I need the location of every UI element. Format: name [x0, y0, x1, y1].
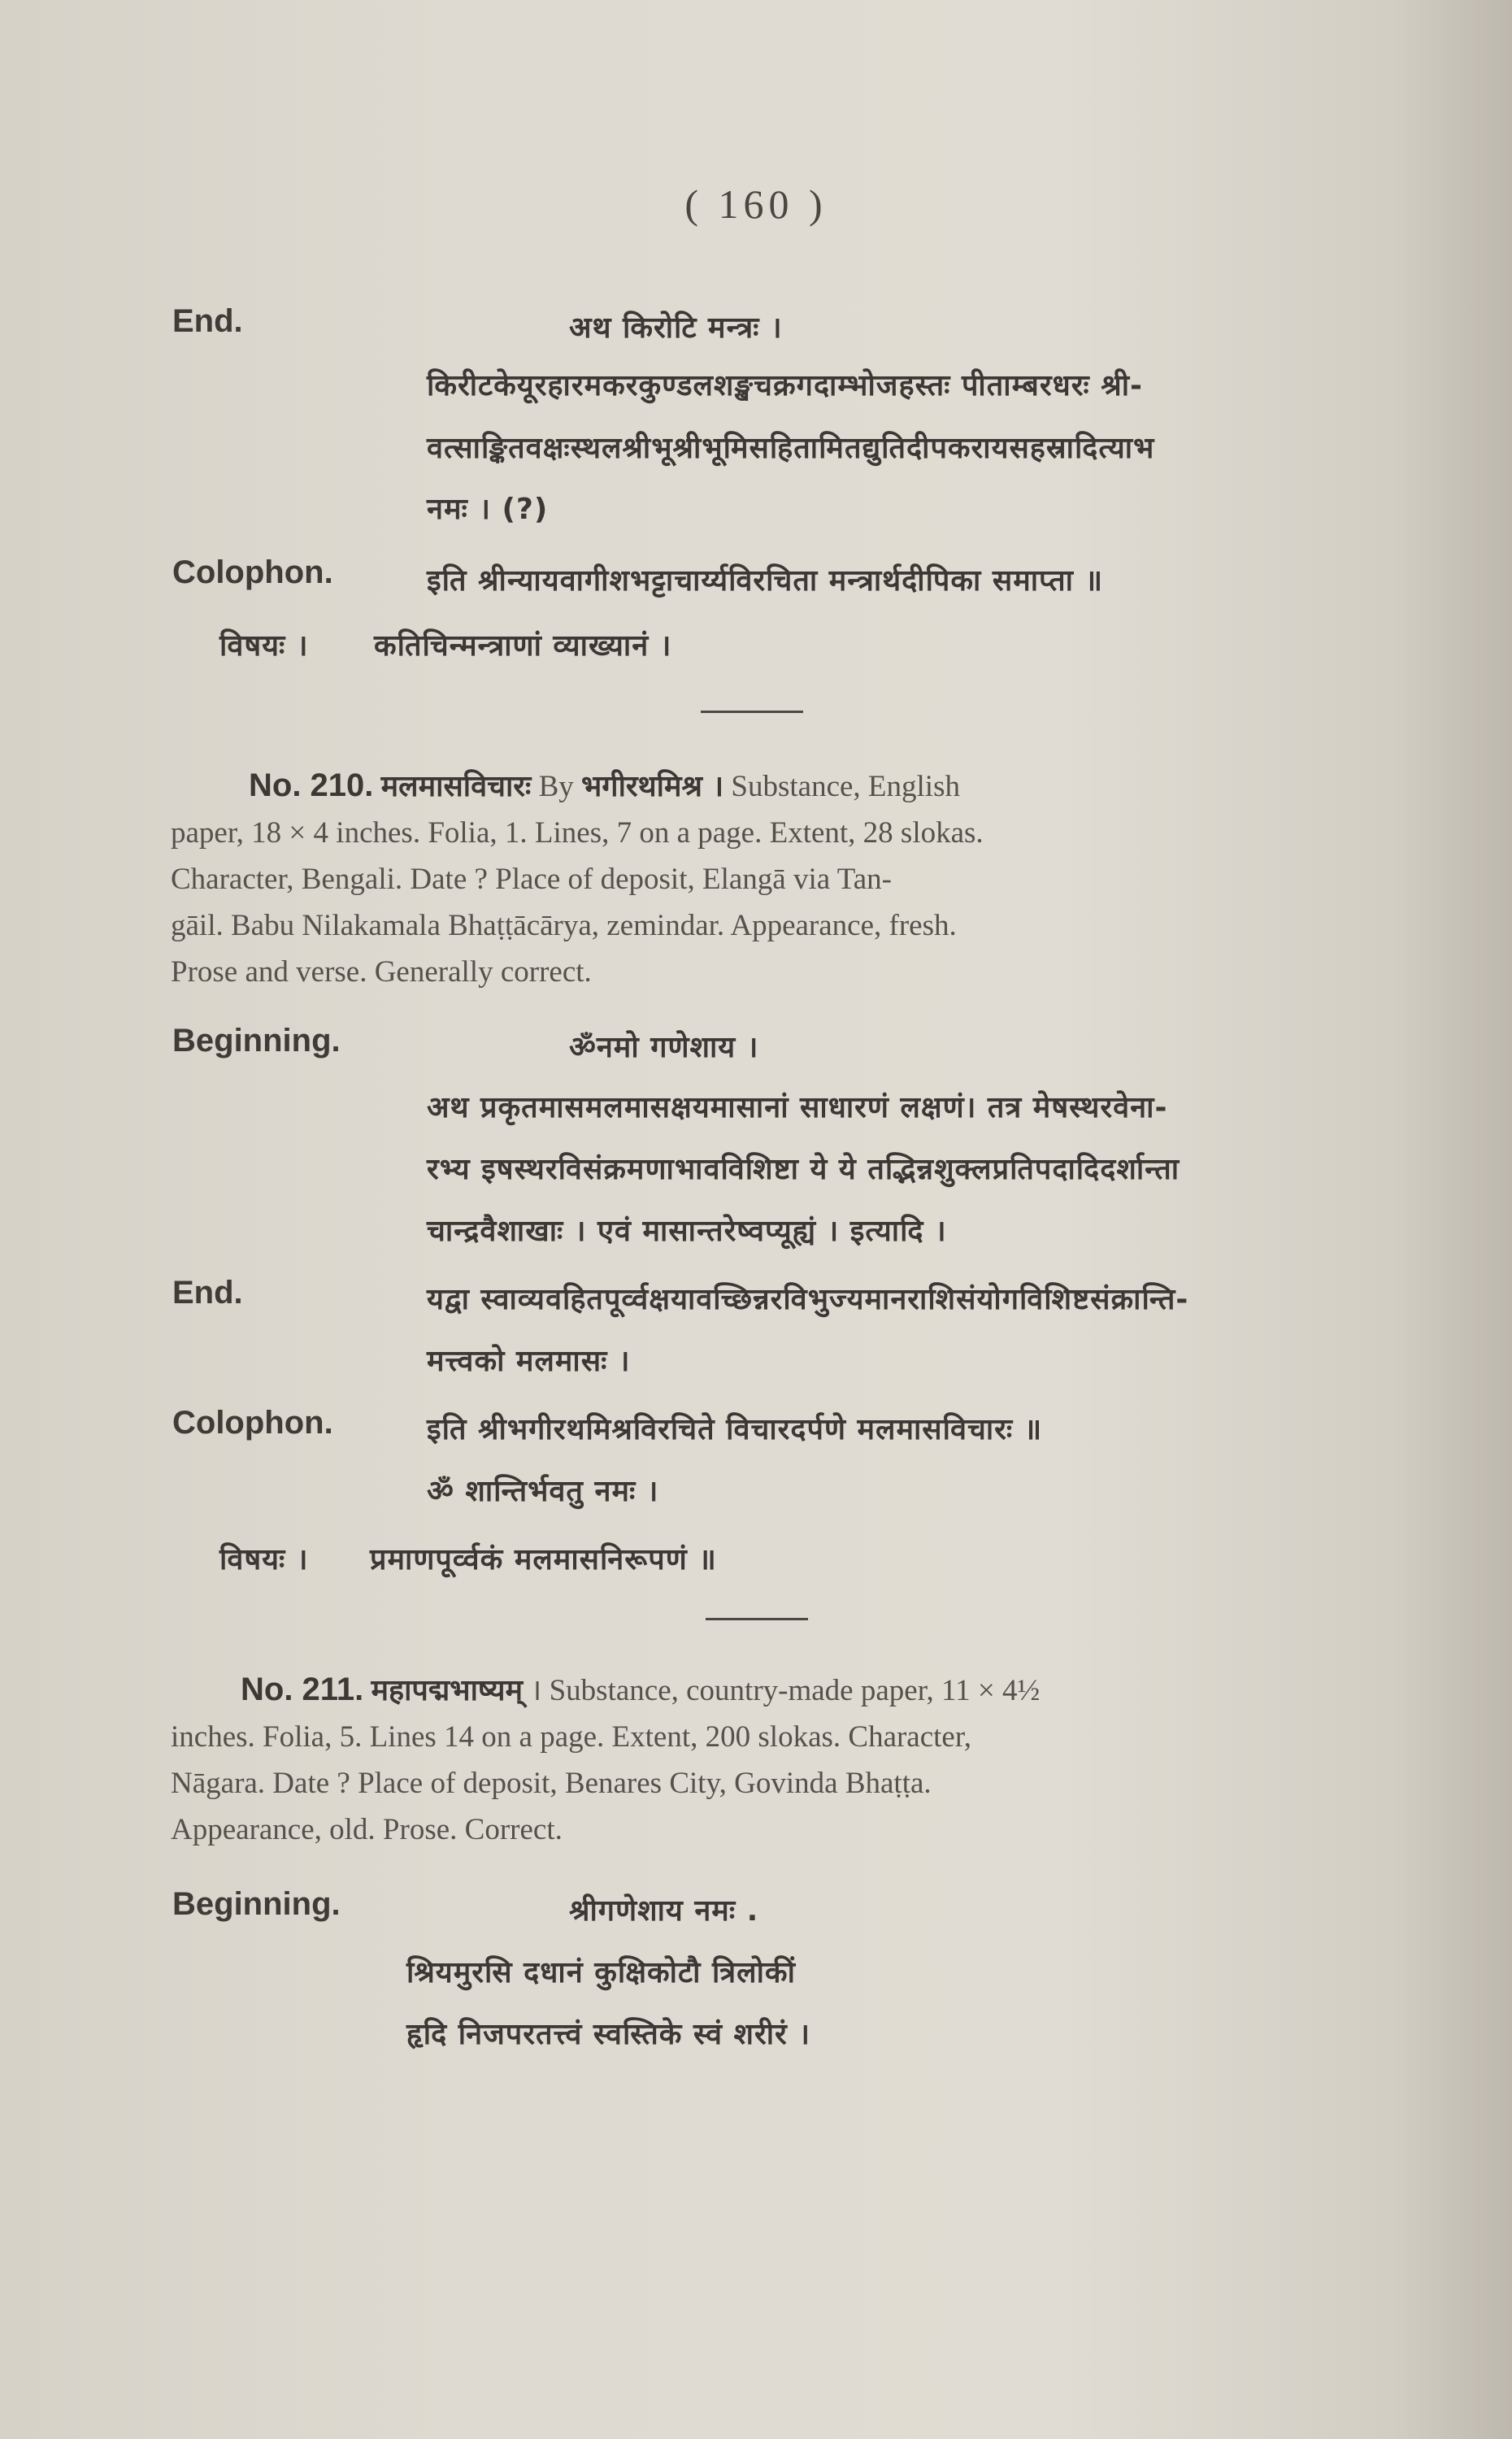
colophon-line: ॐ शान्तिर्भवतु नमः । — [427, 1475, 659, 1508]
description-line: Nāgara. Date ? Place of deposit, Benares City, Govinda Bhaṭṭa. — [171, 1767, 932, 1800]
end-line: मत्त्वको मलमासः । — [427, 1345, 631, 1378]
subject-text: प्रमाणपूर्व्वकं मलमासनिरूपणं ॥ — [370, 1543, 717, 1576]
end-label: End. — [172, 1275, 243, 1311]
end-line: नमः । (?) — [427, 493, 549, 526]
colophon-line: इति श्रीभगीरथमिश्रविरचिते विचारदर्पणे मलमासविचारः ॥ — [427, 1413, 1043, 1446]
section-divider — [706, 1618, 808, 1620]
subject-label: विषयः । — [219, 629, 309, 663]
end-line: यद्वा स्वाव्यवहितपूर्व्वक्षयावच्छिन्नरविभुज्यमानराशिसंयोगविशिष्टसंक्रान्ति- — [427, 1283, 1189, 1316]
entry-number: No. 211. — [241, 1672, 364, 1707]
end-line: किरीटकेयूरहारमकरकुण्डलशङ्खचक्रगदाम्भोजहस्तः पीताम्बरधरः श्री- — [427, 369, 1143, 402]
beginning-line: श्रियमुरसि दधानं कुक्षिकोटौ त्रिलोकीं — [406, 1956, 796, 1989]
by-word: By — [538, 770, 574, 803]
subject-label: विषयः । — [219, 1543, 309, 1576]
beginning-heading: श्रीगणेशाय नमः . — [569, 1894, 759, 1928]
colophon-text: इति श्रीन्यायवागीशभट्टाचार्य्यविरचिता मन्त्रार्थदीपिका समाप्ता ॥ — [427, 564, 1104, 598]
colophon-label: Colophon. — [172, 554, 333, 590]
beginning-line: अथ प्रकृतमासमलमासक्षयमासानां साधारणं लक्षणं। तत्र मेषस्थरवेना- — [427, 1091, 1168, 1124]
page-number: ( 160 ) — [684, 181, 828, 227]
beginning-line: हृदि निजपरतत्त्वं स्वस्तिके स्वं शरीरं । — [406, 2018, 810, 2051]
description-line: gāil. Babu Nilakamala Bhaṭṭācārya, zemindar. Appearance, fresh. — [171, 909, 957, 942]
description-line: Prose and verse. Generally correct. — [171, 955, 592, 989]
entry-number: No. 210. — [249, 767, 374, 803]
beginning-heading: ॐनमो गणेशाय । — [569, 1031, 759, 1064]
end-heading: अथ किरोटि मन्त्रः । — [569, 311, 783, 345]
entry-title: मलमासविचारः — [380, 770, 532, 803]
entry-211-description — [171, 1667, 1341, 1853]
entry-210-description — [171, 763, 1341, 995]
beginning-label: Beginning. — [172, 1886, 341, 1922]
beginning-label: Beginning. — [172, 1023, 341, 1059]
section-divider — [701, 711, 803, 713]
description-line: inches. Folia, 5. Lines 14 on a page. Extent, 200 slokas. Character, — [171, 1720, 971, 1754]
description-line: paper, 18 × 4 inches. Folia, 1. Lines, 7 on a page. Extent, 28 slokas. — [171, 816, 984, 850]
end-label: End. — [172, 303, 243, 339]
beginning-line: रभ्य इषस्थरविसंक्रमणाभावविशिष्टा ये ये तद्भिन्नशुक्लप्रतिपदादिदर्शान्ता — [427, 1153, 1180, 1186]
entry-title: महापद्मभाष्यम् — [371, 1674, 524, 1707]
description-line: Substance, English — [731, 770, 960, 803]
subject-text: कतिचिन्मन्त्राणां व्याख्यानं । — [374, 629, 672, 663]
colophon-label: Colophon. — [172, 1405, 333, 1441]
end-line: वत्साङ्कितवक्षःस्थलश्रीभूश्रीभूमिसहितामितद्युतिदीपकरायसहस्रादित्याभ — [427, 432, 1155, 465]
description-line: Character, Bengali. Date ? Place of deposit, Elangā via Tan- — [171, 863, 893, 896]
entry-author: भगीरथमिश्र । — [581, 770, 724, 803]
description-line: । Substance, country-made paper, 11 × 4½ — [530, 1674, 1041, 1707]
description-line: Appearance, old. Prose. Correct. — [171, 1813, 563, 1846]
beginning-line: चान्द्रवैशाखाः । एवं मासान्तरेष्वप्यूह्यं । इत्यादि । — [427, 1215, 947, 1248]
